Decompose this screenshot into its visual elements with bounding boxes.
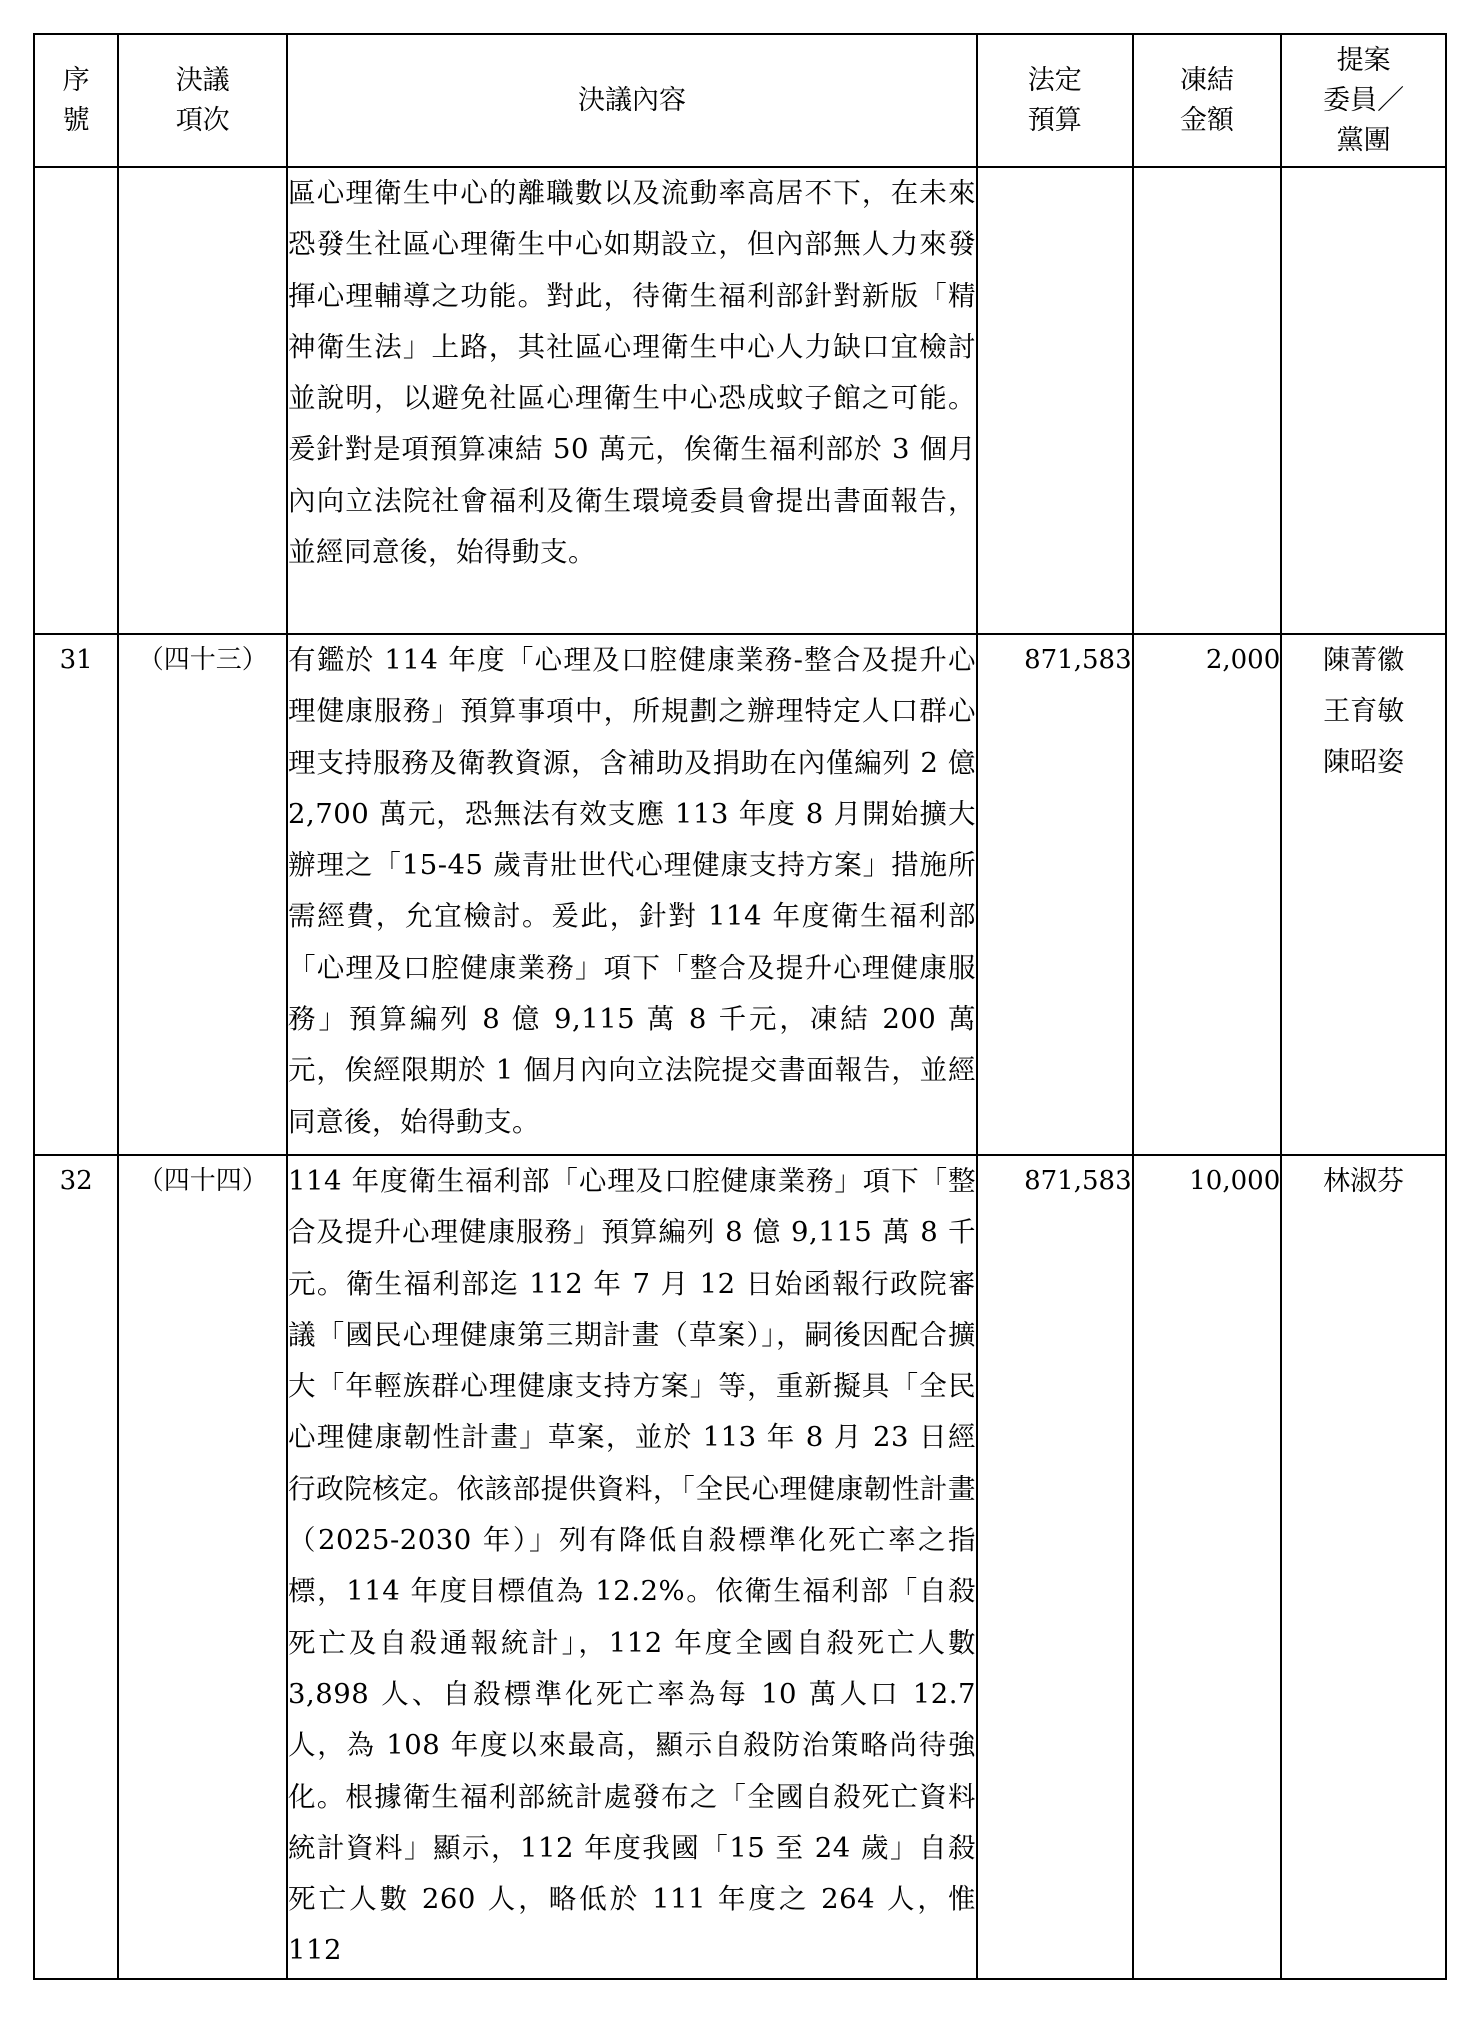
header-frozen-line1: 凍結 — [1179, 64, 1234, 96]
header-content — [287, 34, 977, 167]
member-name: 陳昭姿 — [1323, 747, 1405, 778]
table-row — [34, 167, 1446, 634]
header-seq-line1: 序 — [62, 64, 90, 96]
row-seq — [34, 167, 118, 634]
row-budget — [977, 167, 1133, 634]
header-proposer-line1: 提案 — [1336, 44, 1391, 76]
row-budget: 871,583 — [977, 634, 1133, 1155]
table-header — [34, 34, 1446, 167]
row-item: （四十三） — [118, 634, 287, 1155]
member-name: 林淑芬 — [1323, 1166, 1405, 1197]
header-item-line2: 項次 — [175, 104, 230, 136]
row-frozen: 2,000 — [1133, 634, 1282, 1155]
header-budget-line2: 預算 — [1027, 104, 1082, 136]
member-name: 王育敏 — [1323, 696, 1405, 727]
header-proposer-line3: 黨團 — [1336, 124, 1391, 156]
row-item: （四十四） — [118, 1155, 287, 1979]
header-item — [118, 34, 287, 167]
table-row — [34, 1155, 1446, 1979]
row-budget: 871,583 — [977, 1155, 1133, 1979]
header-budget-line1: 法定 — [1027, 64, 1082, 96]
header-seq-line2: 號 — [62, 104, 90, 136]
row-seq: 31 — [34, 634, 118, 1155]
header-frozen-line2: 金額 — [1179, 104, 1234, 136]
resolution-table — [33, 33, 1447, 1980]
row-seq: 32 — [34, 1155, 118, 1979]
header-content-label: 決議內容 — [578, 84, 686, 116]
header-frozen — [1133, 34, 1282, 167]
member-name: 陳菁徽 — [1323, 645, 1405, 676]
header-budget — [977, 34, 1133, 167]
row-members — [1281, 167, 1446, 634]
header-proposer — [1281, 34, 1446, 167]
row-content: 有鑑於 114 年度「心理及口腔健康業務-整合及提升心理健康服務」預算事項中，所規劃之辦理特定人口群心理支持服務及衛教資源，含補助及捐助在內僅編列 2 億 2,700 萬元，恐無法有效支應 113 年度 8 月開始擴大辦理之「15-45 歲青壯世代心理健康支持方案」措施所需經費，允宜檢討。爰此，針對 114 年度衛生福利部「心理及口腔健康業務」項下「整合及提升心理健康服務」預算編列 8 億 9,115 萬 8 千元，凍結 200 萬元，俟經限期於 1 個月內向立法院提交書面報告，並經同意後，始得動支。 — [287, 634, 977, 1155]
row-members — [1281, 1155, 1446, 1979]
row-frozen: 10,000 — [1133, 1155, 1282, 1979]
row-item — [118, 167, 287, 634]
row-members — [1281, 634, 1446, 1155]
row-frozen — [1133, 167, 1282, 634]
row-content: 區心理衛生中心的離職數以及流動率高居不下，在未來恐發生社區心理衛生中心如期設立，但內部無人力來發揮心理輔導之功能。對此，待衛生福利部針對新版「精神衛生法」上路，其社區心理衛生中心人力缺口宜檢討並說明，以避免社區心理衛生中心恐成蚊子館之可能。爰針對是項預算凍結 50 萬元，俟衛生福利部於 3 個月內向立法院社會福利及衛生環境委員會提出書面報告，並經同意後，始得動支。 — [287, 167, 977, 634]
row-content: 114 年度衛生福利部「心理及口腔健康業務」項下「整合及提升心理健康服務」預算編列 8 億 9,115 萬 8 千元。衛生福利部迄 112 年 7 月 12 日始函報行政院審議「國民心理健康第三期計畫（草案）」，嗣後因配合擴大「年輕族群心理健康支持方案」等，重新擬具「全民心理健康韌性計畫」草案，並於 113 年 8 月 23 日經行政院核定。依該部提供資料，「全民心理健康韌性計畫（2025-2030 年）」列有降低自殺標準化死亡率之指標，114 年度目標值為 12.2%。依衛生福利部「自殺死亡及自殺通報統計」，112 年度全國自殺死亡人數 3,898 人、自殺標準化死亡率為每 10 萬人口 12.7 人，為 108 年度以來最高，顯示自殺防治策略尚待強化。根據衛生福利部統計處發布之「全國自殺死亡資料統計資料」顯示，112 年度我國「15 至 24 歲」自殺死亡人數 260 人，略低於 111 年度之 264 人，惟 112 — [287, 1155, 977, 1979]
table-row — [34, 634, 1446, 1155]
header-item-line1: 決議 — [175, 64, 230, 96]
header-proposer-line2: 委員／ — [1323, 84, 1405, 116]
header-seq — [34, 34, 118, 167]
